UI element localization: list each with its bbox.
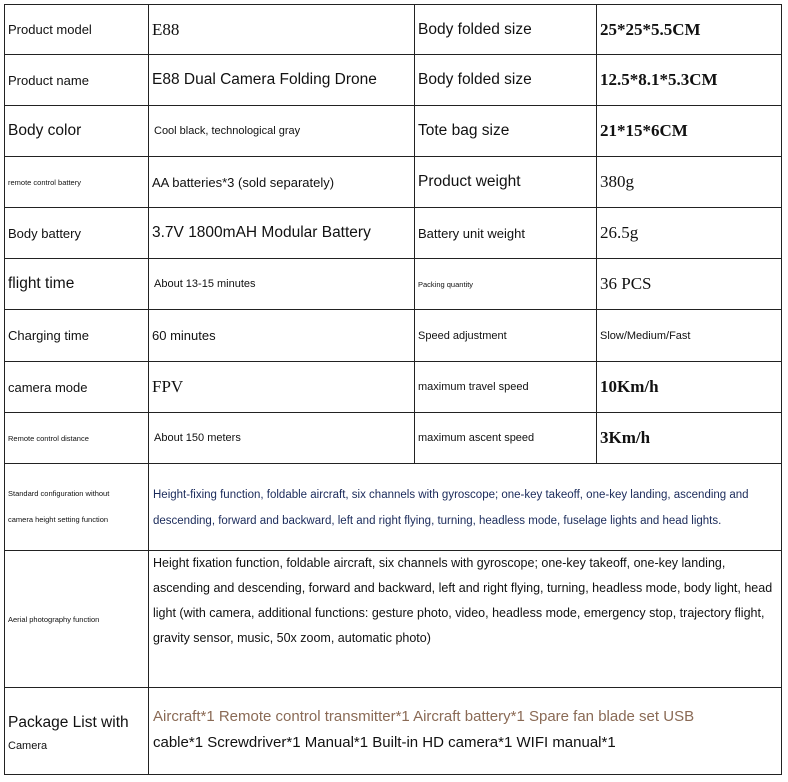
spec-label: Body folded size (415, 55, 597, 105)
spec-label: flight time (5, 259, 149, 309)
spec-label (5, 688, 149, 774)
spec-label: Remote control distance (5, 413, 149, 463)
table-row (5, 362, 781, 413)
spec-label: Body battery (5, 208, 149, 258)
table-row (5, 259, 781, 310)
spec-value: About 13-15 minutes (149, 259, 415, 309)
spec-description (149, 688, 781, 774)
spec-label: Product name (5, 55, 149, 105)
spec-value: 12.5*8.1*5.3CM (600, 70, 718, 89)
spec-label: Battery unit weight (415, 208, 597, 258)
spec-label: remote control battery (5, 157, 149, 207)
spec-label: Tote bag size (415, 106, 597, 156)
spec-value: 380g (600, 172, 634, 191)
spec-value: 10Km/h (600, 377, 659, 396)
spec-value: 3Km/h (600, 428, 651, 447)
package-text-line: cable*1 Screwdriver*1 Manual*1 Built-in HD camera*1 WIFI manual*1 (153, 734, 616, 751)
spec-label: Charging time (5, 310, 149, 361)
spec-label: Product model (5, 5, 149, 54)
spec-value: Slow/Medium/Fast (600, 329, 691, 342)
table-row (5, 157, 781, 208)
spec-value: FPV (149, 362, 415, 412)
spec-value: 3.7V 1800mAH Modular Battery (149, 208, 415, 258)
spec-label: Body color (5, 106, 149, 156)
table-row (5, 688, 781, 774)
spec-label-line: Package List with (8, 714, 129, 731)
spec-value: E88 Dual Camera Folding Drone (149, 55, 415, 105)
spec-description: Height-fixing function, foldable aircraft, six channels with gyroscope; one-key takeoff, one-key landing, ascending and descending, forward and backward, left and right flying, turning, headless mode, fuselage lights and head lights. (153, 489, 749, 527)
table-row (5, 310, 781, 362)
table-row (5, 551, 781, 688)
spec-value: AA batteries*3 (sold separately) (149, 157, 415, 207)
spec-label-line: camera height setting function (8, 515, 109, 524)
spec-label: Aerial photography function (5, 551, 149, 687)
spec-value: 36 PCS (600, 274, 652, 293)
spec-label: Product weight (415, 157, 597, 207)
spec-value: 60 minutes (149, 310, 415, 361)
spec-table (4, 4, 782, 775)
spec-value: Cool black, technological gray (149, 106, 415, 156)
table-row (5, 106, 781, 157)
spec-label-line: Standard configuration without (8, 489, 110, 498)
spec-description: Height fixation function, foldable aircraft, six channels with gyroscope; one-key takeoff, one-key landing, ascending and descending, forward and backward, left and right flying, turning, headless mode, body light, head light (with camera, additional functions: gesture photo, video, headless mode, emergency stop, trajectory flight, gravity sensor, music, 50x zoom, automatic photo) (153, 556, 773, 645)
spec-value: About 150 meters (149, 413, 415, 463)
spec-label: maximum travel speed (415, 362, 597, 412)
table-row (5, 208, 781, 259)
spec-value: E88 (149, 5, 415, 54)
spec-value: 21*15*6CM (600, 121, 688, 140)
spec-value: 26.5g (600, 223, 639, 242)
table-row (5, 55, 781, 106)
package-text-line: Aircraft*1 Remote control transmitter*1 Aircraft battery*1 Spare fan blade set USB (153, 708, 695, 725)
spec-label (5, 464, 149, 550)
spec-label-line: Camera (8, 740, 48, 752)
spec-value: 25*25*5.5CM (600, 19, 701, 39)
table-row (5, 413, 781, 464)
spec-label: Speed adjustment (415, 310, 597, 361)
spec-label: maximum ascent speed (415, 413, 597, 463)
spec-label: Packing quantity (415, 259, 597, 309)
spec-label: Body folded size (415, 5, 597, 54)
table-row (5, 5, 781, 55)
spec-label: camera mode (5, 362, 149, 412)
table-row (5, 464, 781, 551)
